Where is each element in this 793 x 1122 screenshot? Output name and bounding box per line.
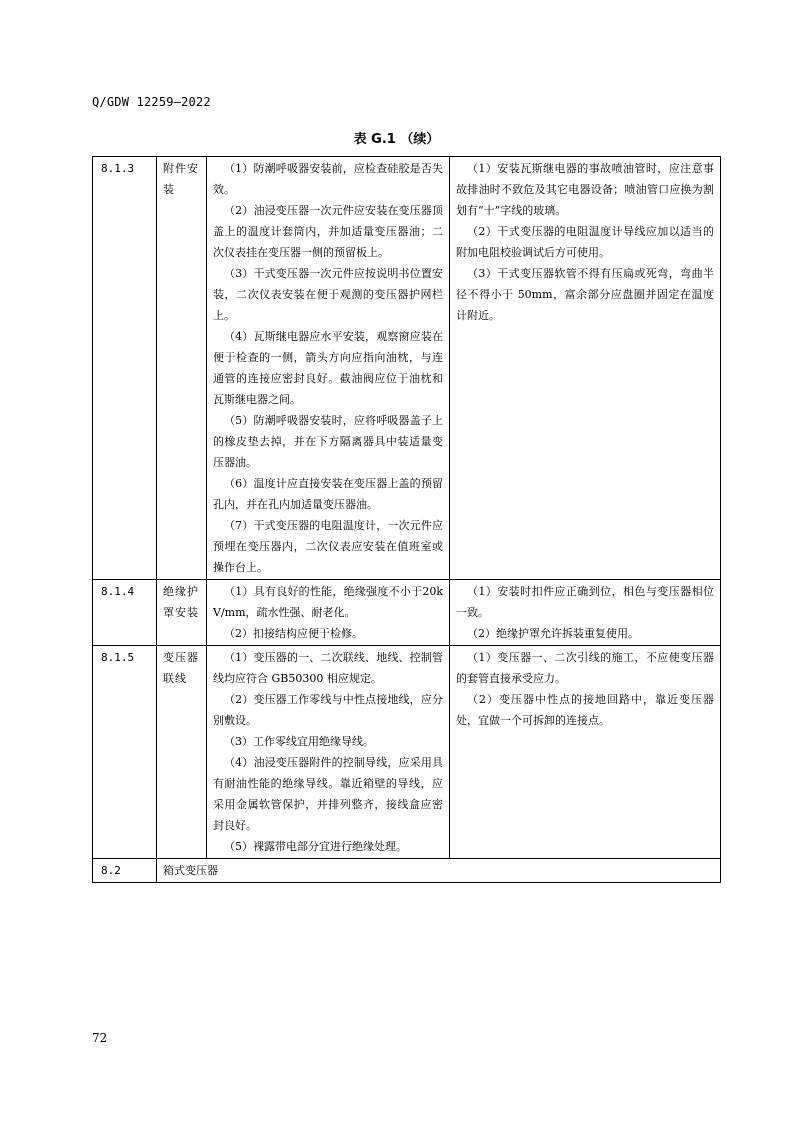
clause-number: 8.2 bbox=[93, 859, 157, 883]
requirement-text: （1）变压器的一、二次联线、地线、控制管线均应符合 GB50300 相应规定。 bbox=[213, 651, 443, 685]
clause-number: 8.1.4 bbox=[93, 580, 157, 646]
clause-number: 8.1.5 bbox=[93, 646, 157, 859]
requirements-cell bbox=[207, 157, 450, 580]
note-text: （2）干式变压器的电阻温度计导线应加以适当的附加电阻校验调试后方可使用。 bbox=[456, 225, 714, 259]
section-row bbox=[93, 859, 721, 883]
table-title: 表 G.1 （续） bbox=[353, 132, 440, 147]
requirement-text: （3）干式变压器一次元件应按说明书位置安装，二次仪表安装在便于观测的变压器护网栏上。 bbox=[213, 267, 443, 322]
item-name: 附件安装 bbox=[157, 157, 207, 580]
requirement-text: （5）裸露带电部分宜进行绝缘处理。 bbox=[224, 840, 407, 853]
note-text: （1）安装瓦斯继电器的事故喷油管时，应注意事故排油时不致危及其它电器设备；喷油管口应换为割划有“十”字线的玻璃。 bbox=[456, 162, 714, 217]
section-title: 箱式变压器 bbox=[157, 859, 721, 883]
table-row bbox=[93, 157, 721, 580]
note-text: （1）变压器一、二次引线的施工，不应使变压器的套管直接承受应力。 bbox=[456, 651, 714, 685]
note-text: （1）安装时扣件应正确到位，相色与变压器相位一致。 bbox=[456, 585, 714, 619]
notes-cell bbox=[450, 646, 721, 859]
notes-cell bbox=[450, 157, 721, 580]
requirement-text: （4）油浸变压器附件的控制导线，应采用具有耐油性能的绝缘导线。靠近箱壁的导线，应采用金属软管保护，并排列整齐，接线盒应密封良好。 bbox=[213, 756, 443, 832]
requirement-text: （3）工作零线宜用绝缘导线。 bbox=[224, 735, 374, 748]
note-text: （3）干式变压器软管不得有压扁或死弯，弯曲半径不得小于 50mm，富余部分应盘圈并固定在温度计附近。 bbox=[456, 267, 714, 322]
requirement-text: （1）防潮呼吸器安装前，应检查硅胶是否失效。 bbox=[213, 162, 443, 196]
table-row bbox=[93, 646, 721, 859]
table-row bbox=[93, 580, 721, 646]
requirement-text: （7）干式变压器的电阻温度计，一次元件应预埋在变压器内，二次仪表应安装在值班室或操作台上。 bbox=[213, 519, 443, 574]
clause-number: 8.1.3 bbox=[93, 157, 157, 580]
notes-cell bbox=[450, 580, 721, 646]
requirements-cell bbox=[207, 580, 450, 646]
requirement-text: （2）扣接结构应便于检修。 bbox=[224, 627, 363, 640]
item-name: 变压器联线 bbox=[157, 646, 207, 859]
requirement-text: （4）瓦斯继电器应水平安装，观察窗应装在便于检查的一侧，箭头方向应指向油枕，与连通管的连接应密封良好。截油阀应位于油枕和瓦斯继电器之间。 bbox=[213, 330, 443, 406]
note-text: （2）变压器中性点的接地回路中，靠近变压器处，宜做一个可拆卸的连接点。 bbox=[456, 693, 714, 727]
page-number: 72 bbox=[92, 1031, 108, 1045]
specification-table bbox=[92, 156, 721, 883]
item-name: 绝缘护罩安装 bbox=[157, 580, 207, 646]
requirement-text: （2）变压器工作零线与中性点接地线，应分别敷设。 bbox=[213, 693, 443, 727]
requirement-text: （1）具有良好的性能，绝缘强度不小于20kV/mm，疏水性强、耐老化。 bbox=[213, 585, 443, 619]
requirement-text: （6）温度计应直接安装在变压器上盖的预留孔内，并在孔内加适量变压器油。 bbox=[213, 477, 443, 511]
document-code: Q/GDW 12259—2022 bbox=[92, 95, 211, 109]
requirement-text: （5）防潮呼吸器安装时，应将呼吸器盖子上的橡皮垫去掉，并在下方隔离器具中装适量变压器油。 bbox=[213, 414, 443, 469]
note-text: （2）绝缘护罩允许拆装重复使用。 bbox=[467, 627, 639, 640]
requirement-text: （2）油浸变压器一次元件应安装在变压器顶盖上的温度计套筒内，并加适量变压器油；二次仪表挂在变压器一侧的预留板上。 bbox=[213, 204, 443, 259]
requirements-cell bbox=[207, 646, 450, 859]
